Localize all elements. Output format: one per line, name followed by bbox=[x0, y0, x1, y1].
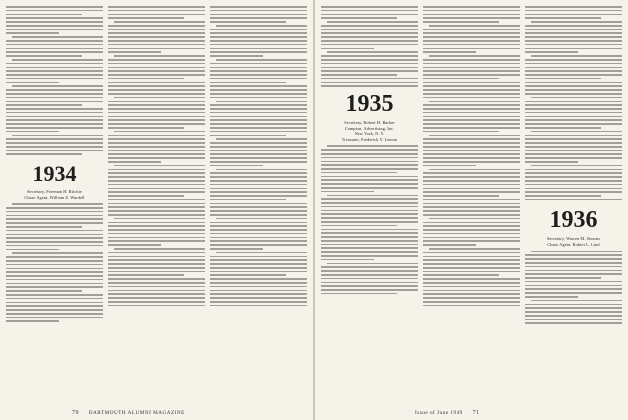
class-1935-company: Compton, Advertising, Inc. bbox=[344, 125, 395, 131]
class-1935-heading: 1935 bbox=[345, 91, 394, 117]
right-page-footer bbox=[415, 410, 480, 416]
left-page-footer-title: DARTMOUTH ALUMNI MAGAZINE bbox=[88, 410, 185, 416]
left-column-1 bbox=[6, 6, 103, 324]
right-column-2 bbox=[423, 6, 520, 309]
class-1935-officers bbox=[321, 120, 418, 142]
left-column-2 bbox=[108, 6, 205, 309]
left-column-3 bbox=[210, 6, 307, 309]
class-1934-secretary: Secretary, Freeman H. Ritchie bbox=[27, 189, 82, 195]
class-1935-treasurer: Treasurer, Frederick V. Lemon bbox=[341, 136, 398, 142]
right-page-number: 71 bbox=[472, 410, 480, 416]
right-page-footer-title: Issue of June 1949 bbox=[415, 410, 463, 416]
class-1934-agent: Chase Agent, William Z. Wardell bbox=[24, 194, 85, 200]
right-page bbox=[315, 0, 628, 420]
class-1936-heading: 1936 bbox=[549, 207, 598, 234]
class-1935-address: New York, N. Y. bbox=[354, 131, 385, 137]
right-column-3 bbox=[525, 6, 622, 326]
right-column-1 bbox=[321, 6, 418, 297]
class-1935-secretary: Secretary, Robert H. Barker bbox=[344, 120, 395, 125]
class-1936-officers bbox=[525, 236, 622, 247]
left-page-footer bbox=[72, 410, 185, 416]
left-page-number: 70 bbox=[72, 410, 79, 416]
class-1936-secretary: Secretary, Warren M. Stearns bbox=[546, 236, 601, 242]
class-1934-officers bbox=[6, 189, 103, 200]
left-page bbox=[0, 0, 313, 420]
class-1936-agent: Chase Agent, Robert L. Lind bbox=[547, 242, 600, 248]
class-1934-heading: 1934 bbox=[32, 161, 77, 187]
